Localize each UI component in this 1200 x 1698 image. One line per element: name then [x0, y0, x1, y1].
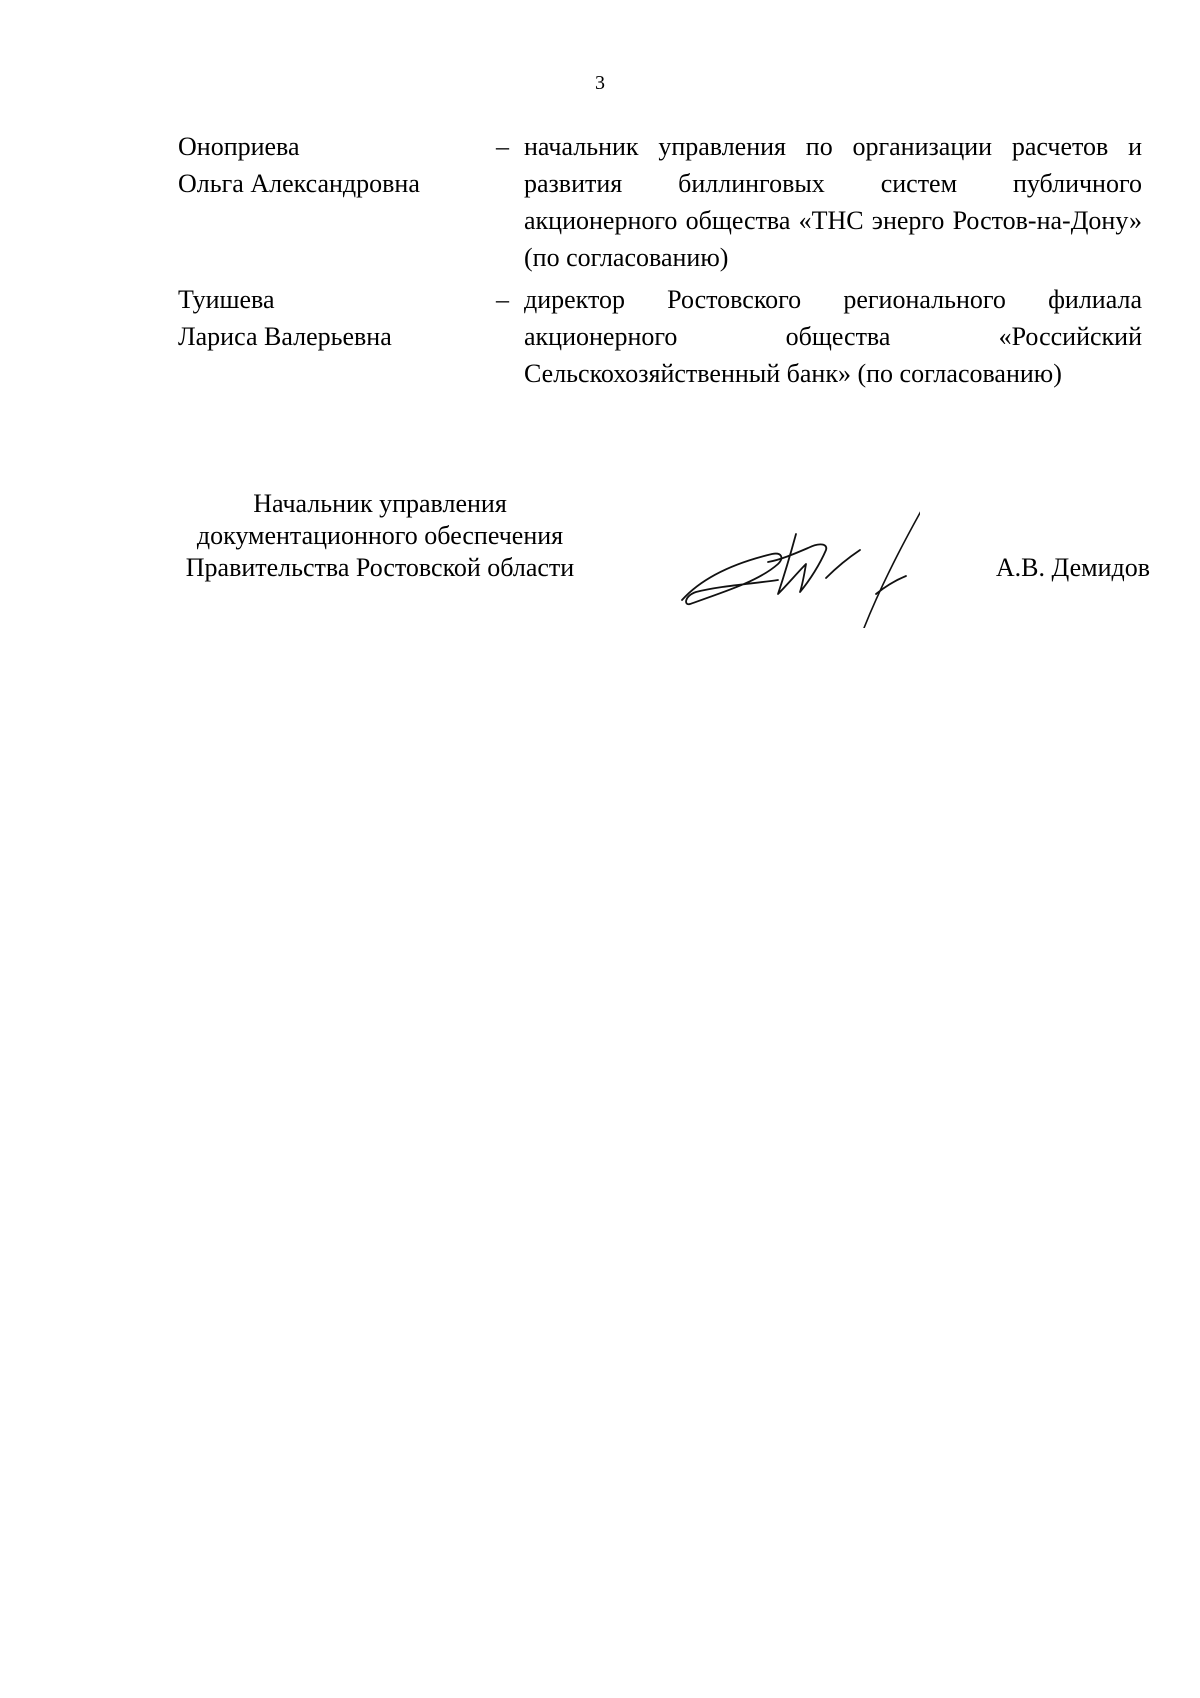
- handwritten-signature-icon: [660, 468, 920, 628]
- member-entry: [178, 128, 1142, 276]
- signer-position-line: Начальник управления: [253, 489, 507, 518]
- signer-position: [150, 488, 610, 584]
- signer-name: А.В. Демидов: [995, 553, 1150, 582]
- member-name: [178, 128, 496, 276]
- member-surname: Оноприева: [178, 132, 300, 161]
- member-description: директор Ростовского регионального филиала акционерного общества «Российский Сельскохозяйственный банк» (по согласованию): [524, 285, 1142, 388]
- member-surname: Туишева: [178, 285, 275, 314]
- signature-block: [150, 488, 1150, 648]
- page-number: 3: [595, 72, 605, 94]
- member-given-names: Ольга Александровна: [178, 169, 420, 198]
- members-list: [178, 128, 1142, 397]
- signer-position-line: Правительства Ростовской области: [185, 553, 575, 582]
- signer-position-line: документационного обеспечения: [196, 521, 564, 550]
- member-name: [178, 281, 496, 392]
- member-dash: –: [496, 285, 509, 314]
- member-description: начальник управления по организации расчетов и развития биллинговых систем публичного акционерного общества «ТНС энерго Ростов-на-Дону» (по согласованию): [524, 132, 1142, 272]
- member-given-names: Лариса Валерьевна: [178, 322, 392, 351]
- member-entry: [178, 281, 1142, 392]
- member-dash: –: [496, 132, 509, 161]
